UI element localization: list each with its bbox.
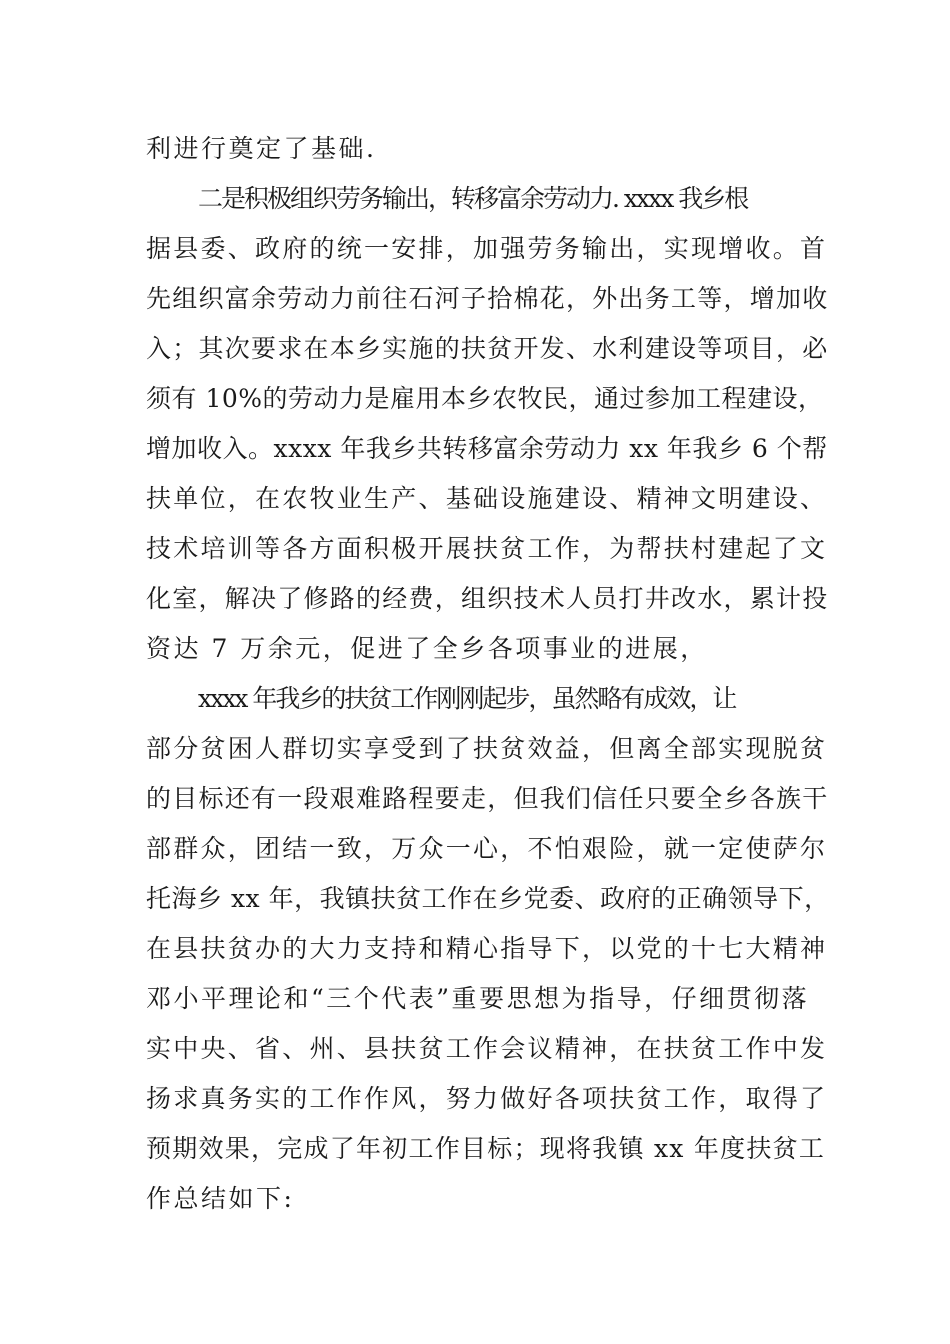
text-line: 先组织富余劳动力前往石河子拾棉花，外出务工等，增加收 bbox=[146, 284, 829, 313]
paragraph-start-line: xxxx 年我乡的扶贫工作刚刚起步，虽然略有成效，让 bbox=[198, 684, 736, 713]
text-line: 作总结如下: bbox=[146, 1184, 295, 1213]
text-line: 增加收入。xxxx 年我乡共转移富余劳动力 xx 年我乡 6 个帮 bbox=[146, 434, 828, 463]
text-line: 实中央、省、州、县扶贫工作会议精神，在扶贫工作中发 bbox=[146, 1034, 828, 1063]
paragraph-start-line: 二是积极组织劳务输出，转移富余劳动力. xxxx 我乡根 bbox=[198, 184, 748, 213]
text-line: 技术培训等各方面积极开展扶贫工作，为帮扶村建起了文 bbox=[146, 534, 828, 563]
text-line: 邓小平理论和“三个代表”重要思想为指导，仔细贯彻落 bbox=[146, 984, 810, 1013]
text-line: 利进行奠定了基础. bbox=[146, 134, 377, 163]
text-line: 的目标还有一段艰难路程要走，但我们信任只要全乡各族干 bbox=[146, 784, 829, 813]
text-line: 据县委、政府的统一安排，加强劳务输出，实现增收。首 bbox=[146, 234, 828, 263]
text-line: 入；其次要求在本乡实施的扶贫开发、水利建设等项目，必 bbox=[146, 334, 829, 363]
text-line: 扶单位，在农牧业生产、基础设施建设、精神文明建设、 bbox=[146, 484, 828, 513]
text-line: 预期效果，完成了年初工作目标；现将我镇 xx 年度扶贫工 bbox=[146, 1134, 826, 1163]
text-line: 扬求真务实的工作作风，努力做好各项扶贫工作，取得了 bbox=[146, 1084, 828, 1113]
text-line: 部群众，团结一致，万众一心，不怕艰险，就一定使萨尔 bbox=[146, 834, 828, 863]
text-line: 资达 7 万余元，促进了全乡各项事业的进展， bbox=[146, 634, 708, 663]
text-line: 托海乡 xx 年，我镇扶贫工作在乡党委、政府的正确领导下， bbox=[146, 884, 830, 913]
text-line: 部分贫困人群切实享受到了扶贫效益，但离全部实现脱贫 bbox=[146, 734, 828, 763]
text-line: 须有 10%的劳动力是雇用本乡农牧民，通过参加工程建设， bbox=[146, 384, 824, 413]
text-line: 在县扶贫办的大力支持和精心指导下，以党的十七大精神 bbox=[146, 934, 828, 963]
text-line: 化室，解决了修路的经费，组织技术人员打井改水，累计投 bbox=[146, 584, 829, 613]
